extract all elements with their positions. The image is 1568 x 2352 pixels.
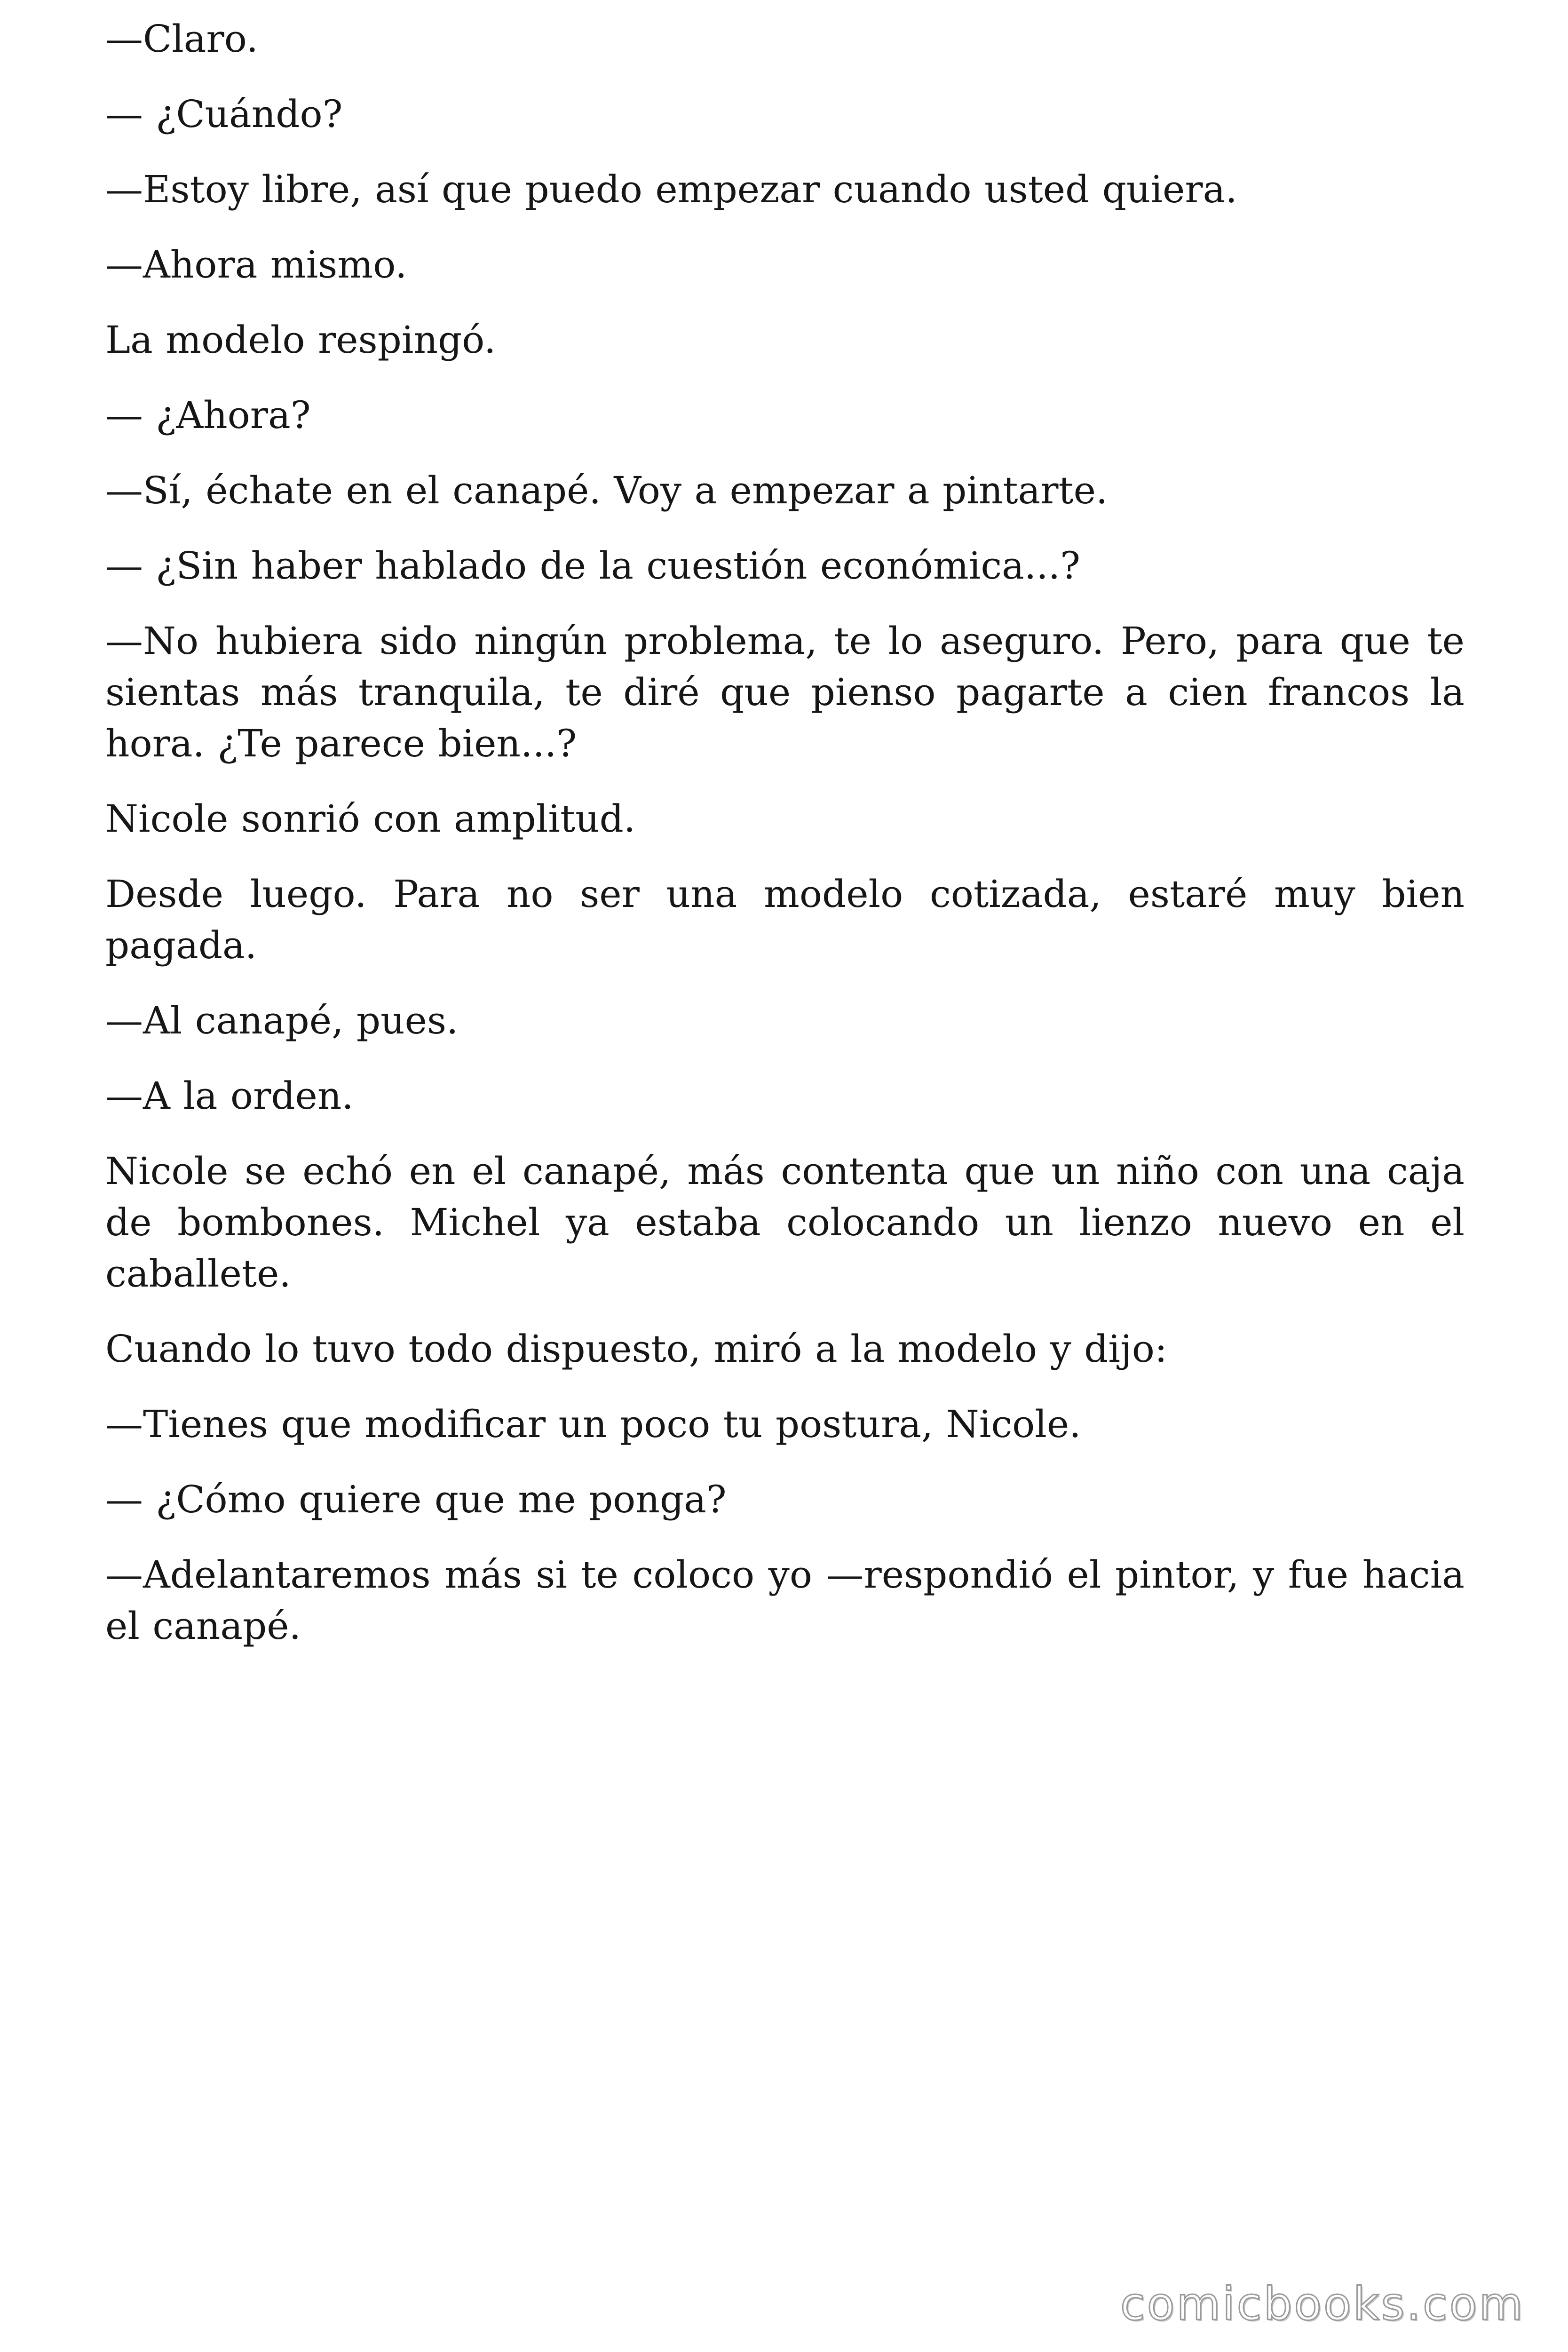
- paragraph-13: —A la orden.: [105, 1074, 354, 1118]
- paragraph-18: —Adelantaremos más si te coloco yo —respondió el pintor, y fue hacia el canapé.: [105, 1553, 1465, 1648]
- paragraph-8: — ¿Sin haber hablado de la cuestión económica...?: [105, 544, 1081, 588]
- paragraph-1: —Claro.: [105, 17, 258, 61]
- paragraph-15: Cuando lo tuvo todo dispuesto, miró a la modelo y dijo:: [105, 1327, 1167, 1371]
- paragraph-4: —Ahora mismo.: [105, 243, 407, 286]
- paragraph-12: —Al canapé, pues.: [105, 999, 459, 1042]
- paragraph-14: Nicole se echó en el canapé, más contenta que un niño con una caja de bombones. Michel ya estaba colocando un lienzo nuevo en el caballete.: [105, 1149, 1465, 1295]
- paragraph-17: — ¿Cómo quiere que me ponga?: [105, 1478, 727, 1521]
- paragraph-2: — ¿Cuándo?: [105, 92, 343, 136]
- paragraph-16: —Tienes que modificar un poco tu postura, Nicole.: [105, 1402, 1081, 1446]
- page-body-text: [105, 13, 1465, 1676]
- paragraph-7: —Sí, échate en el canapé. Voy a empezar a pintarte.: [105, 469, 1108, 512]
- paragraph-3: —Estoy libre, así que puedo empezar cuando usted quiera.: [105, 167, 1237, 211]
- paragraph-11: Desde luego. Para no ser una modelo cotizada, estaré muy bien pagada.: [105, 872, 1465, 967]
- site-watermark: comicbooks.com: [1120, 2278, 1525, 2330]
- paragraph-5: La modelo respingó.: [105, 318, 496, 362]
- paragraph-9: —No hubiera sido ningún problema, te lo aseguro. Pero, para que te sientas más tranquila, te diré que pienso pagarte a cien francos la hora. ¿Te parece bien...?: [105, 619, 1465, 765]
- paragraph-10: Nicole sonrió con amplitud.: [105, 797, 636, 841]
- paragraph-6: — ¿Ahora?: [105, 393, 311, 437]
